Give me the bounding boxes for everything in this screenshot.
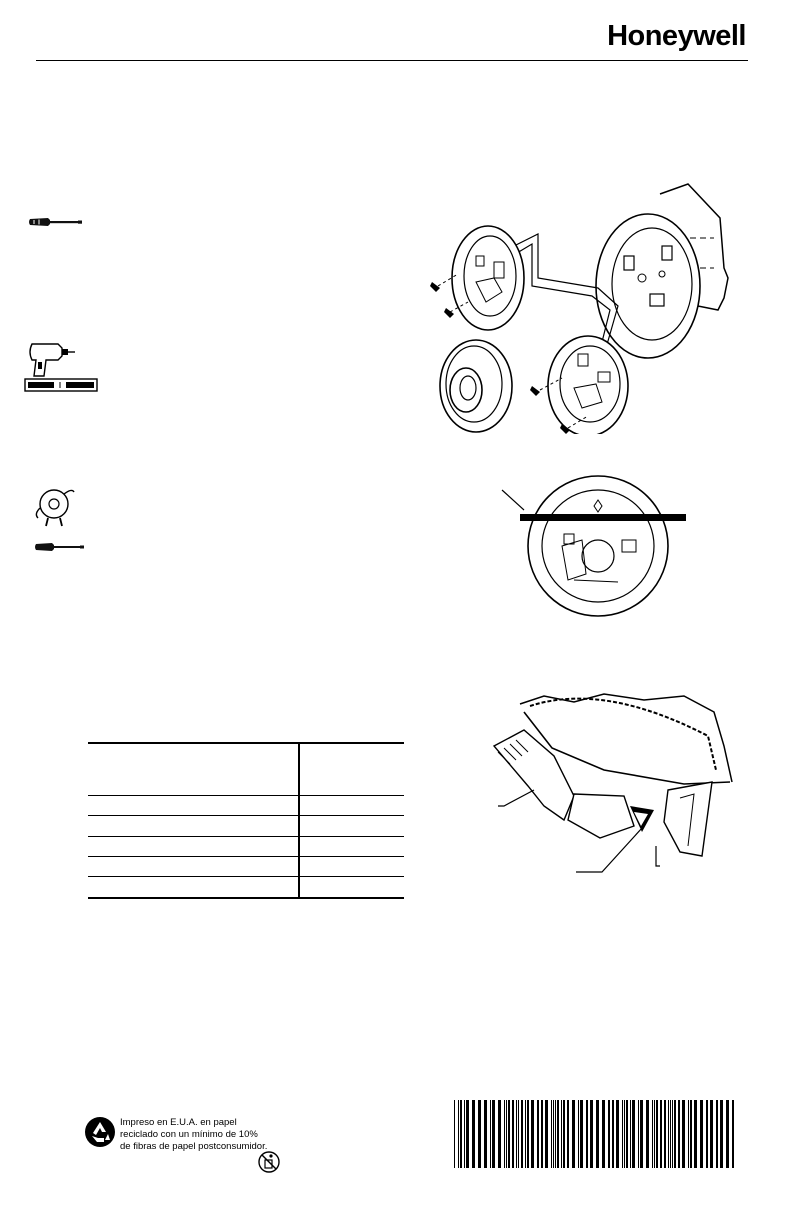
barcode-bar [682,1100,685,1168]
barcode-bar [732,1100,734,1168]
barcode-bar [492,1100,495,1168]
barcode-bar [555,1100,556,1168]
barcode-bar [652,1100,653,1168]
barcode-bar [454,1100,455,1168]
barcode-bar [720,1100,723,1168]
level-subbase-diagram [498,470,694,620]
barcode-bar [726,1100,729,1168]
do-not-litter-icon [258,1151,280,1173]
table-row [88,795,404,816]
barcode-bar [537,1100,539,1168]
barcode [452,1100,740,1173]
barcode-bar [656,1100,658,1168]
barcode-bar [478,1100,481,1168]
barcode-bar [458,1100,459,1168]
barcode-bar [688,1100,689,1168]
barcode-bar [616,1100,619,1168]
barcode-bar [563,1100,565,1168]
barcode-bar [602,1100,605,1168]
recycle-line-3: de fibras de papel postconsumidor. [120,1141,268,1152]
barcode-bar [674,1100,676,1168]
barcode-bar [586,1100,588,1168]
barcode-bar [654,1100,655,1168]
barcode-bar [678,1100,680,1168]
barcode-bar [464,1100,465,1168]
cover-adjustment-diagram [484,686,746,882]
barcode-bar [527,1100,529,1168]
barcode-bar [608,1100,610,1168]
barcode-bar [531,1100,534,1168]
barcode-bar [490,1100,491,1168]
barcode-bar [596,1100,599,1168]
barcode-bar [553,1100,554,1168]
recycle-icon [84,1116,116,1148]
barcode-bar [498,1100,501,1168]
barcode-bar [466,1100,469,1168]
drill-icon [24,342,76,378]
barcode-bar [557,1100,559,1168]
barcode-bar [710,1100,713,1168]
barcode-bar [638,1100,639,1168]
barcode-bar [690,1100,692,1168]
level-icon [24,378,98,392]
barcode-bar [660,1100,662,1168]
recycle-line-1: Impreso en E.U.A. en papel [120,1117,237,1128]
table-row [88,876,404,897]
barcode-bar [578,1100,579,1168]
barcode-bar [525,1100,526,1168]
spec-table [88,742,404,898]
screwdriver-icon [34,540,86,554]
barcode-bar [694,1100,697,1168]
barcode-bar [624,1100,625,1168]
screwdriver-icon [28,214,84,230]
barcode-bar [572,1100,575,1168]
barcode-bar [664,1100,666,1168]
barcode-bar [700,1100,703,1168]
barcode-bar [668,1100,669,1168]
barcode-bar [472,1100,475,1168]
barcode-bar [561,1100,562,1168]
wire-stripper-icon [34,484,78,528]
barcode-bar [551,1100,552,1168]
barcode-bar [460,1100,462,1168]
barcode-bar [506,1100,507,1168]
barcode-bar [672,1100,673,1168]
barcode-bar [706,1100,708,1168]
barcode-bar [521,1100,523,1168]
barcode-bar [670,1100,671,1168]
barcode-bar [512,1100,514,1168]
table-bottom-rule [88,897,404,899]
table-header [88,742,404,796]
table-row [88,815,404,836]
barcode-bar [567,1100,569,1168]
table-row [88,836,404,857]
barcode-bar [640,1100,643,1168]
barcode-bar [590,1100,593,1168]
barcode-bar [612,1100,614,1168]
barcode-bar [518,1100,519,1168]
barcode-bar [646,1100,649,1168]
barcode-bar [545,1100,548,1168]
barcode-bar [504,1100,505,1168]
recycle-line-2: reciclado con un mínimo de 10% [120,1129,258,1140]
barcode-bar [484,1100,487,1168]
barcode-bar [516,1100,517,1168]
recycle-notice [120,1117,267,1153]
barcode-bar [630,1100,631,1168]
barcode-bar [580,1100,583,1168]
barcode-bar [626,1100,628,1168]
barcode-bar [716,1100,718,1168]
mounting-diagram [428,178,746,434]
table-row [88,856,404,877]
barcode-bar [632,1100,635,1168]
header-rule [36,60,748,61]
barcode-bar [541,1100,543,1168]
brand-logo: Honeywell [607,20,746,52]
barcode-bar [622,1100,623,1168]
barcode-bar [508,1100,510,1168]
